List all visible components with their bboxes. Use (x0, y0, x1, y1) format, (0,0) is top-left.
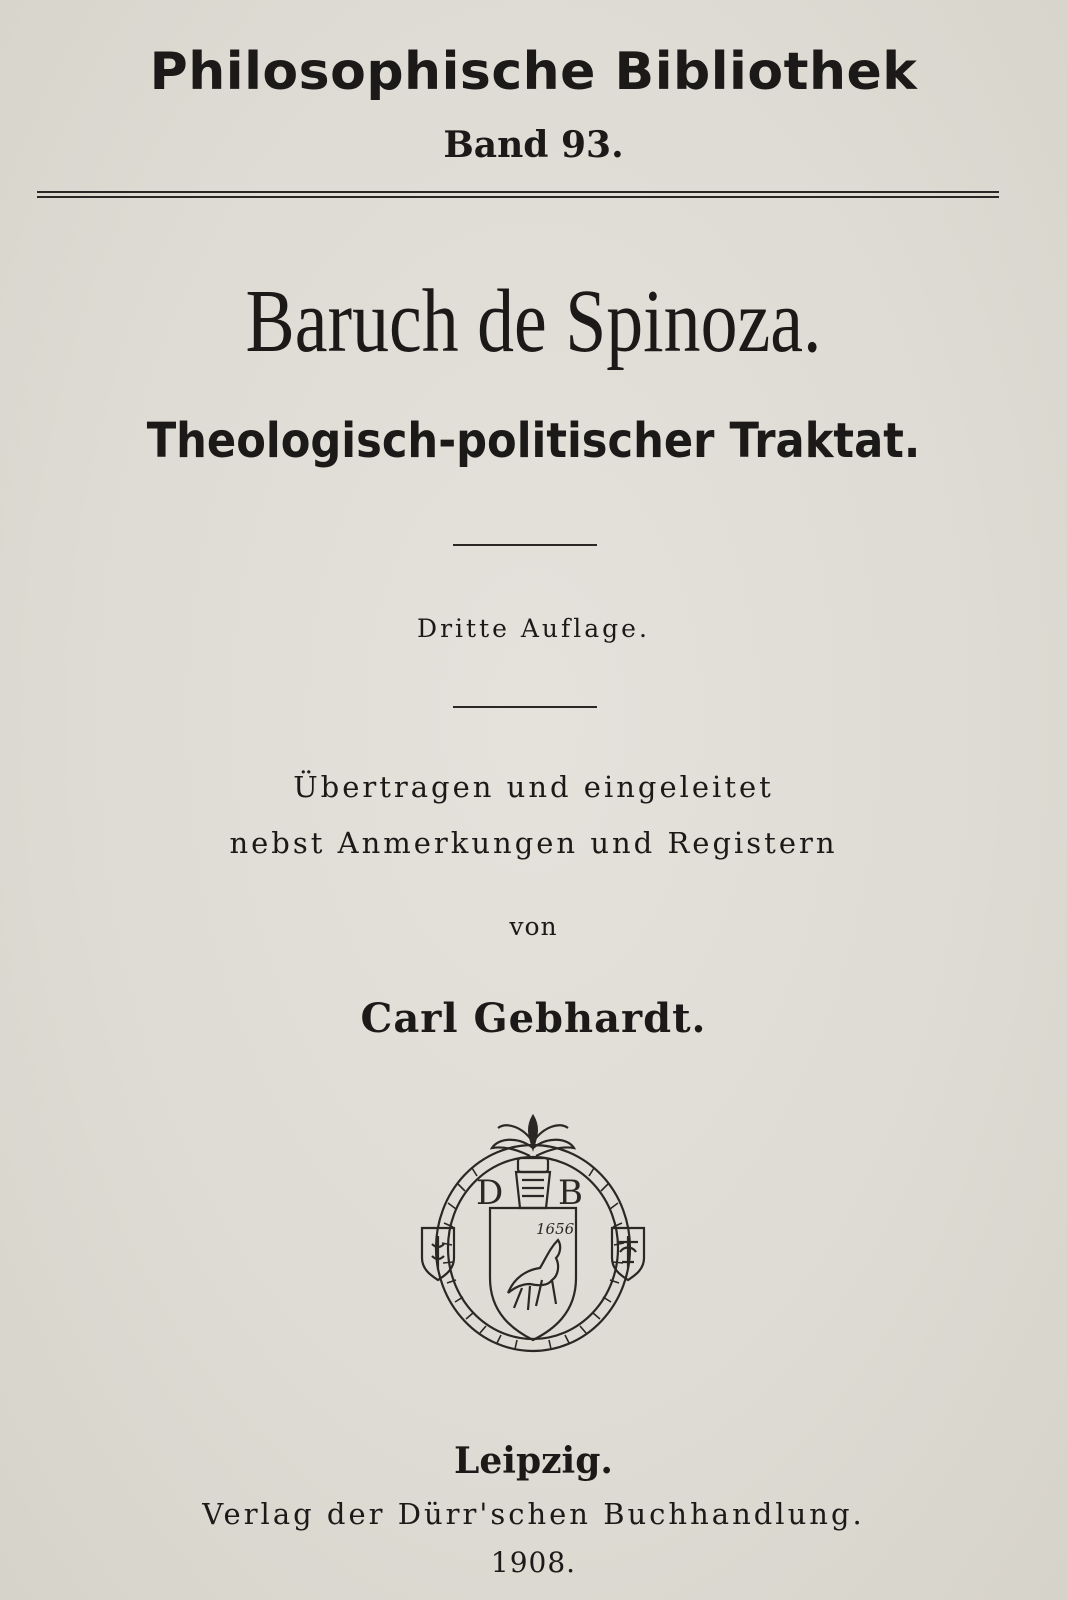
series-title: Philosophische Bibliothek (149, 42, 918, 102)
short-rule-divider (453, 706, 597, 708)
author-name: Baruch de Spinoza. (245, 272, 822, 371)
short-rule-divider (453, 544, 597, 546)
imprint-year: 1908. (490, 1546, 577, 1579)
translation-credit-line-2: nebst Anmerkungen und Registern (229, 826, 838, 860)
edition-statement: Dritte Auflage. (417, 614, 650, 643)
seal-year: 1656 (536, 1220, 575, 1238)
publisher-seal-icon (418, 1108, 648, 1368)
translator-name: Carl Gebhardt. (360, 995, 707, 1042)
seal-letter-left: D (476, 1173, 504, 1213)
seal-letter-right: B (558, 1173, 583, 1213)
book-title: Theologisch-politischer Traktat. (146, 413, 921, 469)
imprint-place: Leipzig. (454, 1440, 613, 1482)
imprint-publisher: Verlag der Dürr'schen Buchhandlung. (202, 1497, 865, 1531)
by-word: von (509, 912, 558, 941)
double-rule-divider (37, 191, 999, 198)
translation-credit-line-1: Übertragen und eingeleitet (293, 770, 774, 804)
volume-number: Band 93. (443, 124, 624, 166)
